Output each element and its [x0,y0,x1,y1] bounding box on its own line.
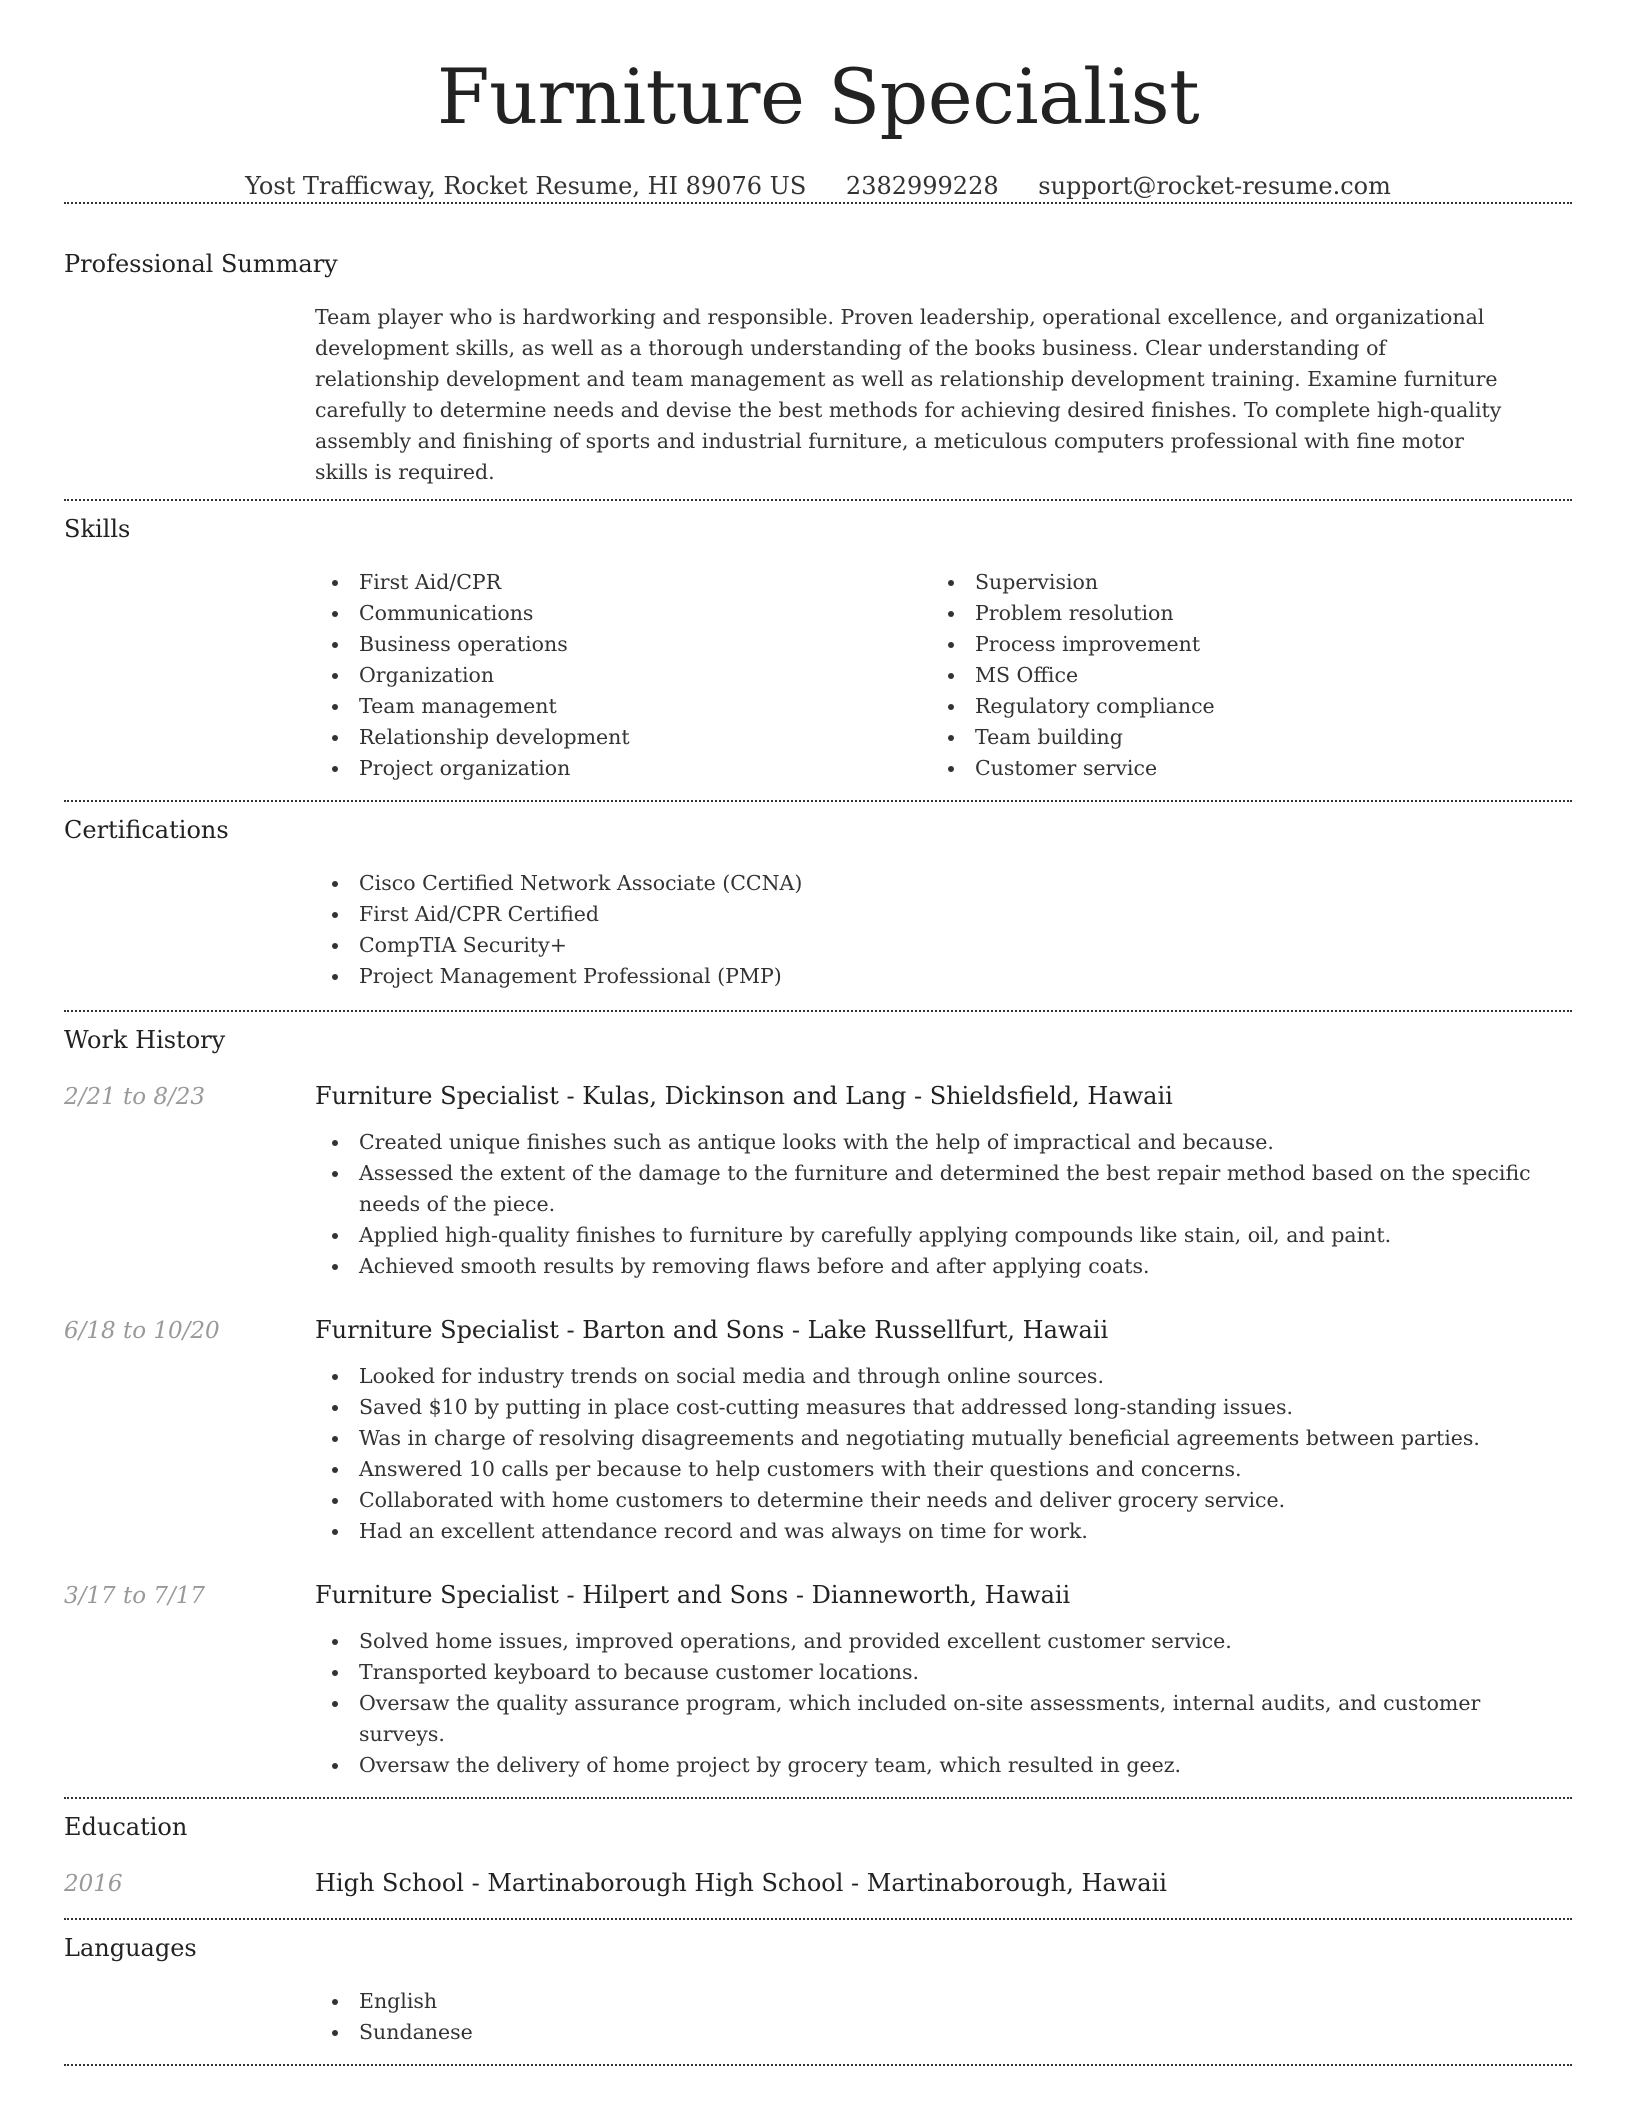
section-title: Education [64,1813,188,1841]
job-entry [64,1579,1572,1781]
list-item: Solved home issues, improved operations, and provided excellent customer service. [315,1626,1572,1657]
list-item: Cisco Certified Network Associate (CCNA) [315,868,1572,899]
education-year: 2016 [64,1871,123,1897]
list-item: CompTIA Security+ [315,930,1572,961]
section-title: Languages [64,1934,197,1962]
list-item: Project organization [315,753,931,784]
job-heading: Furniture Specialist - Kulas, Dickinson and Lang - Shieldsfield, Hawaii [315,1082,1173,1110]
skills-list-left [315,567,931,784]
list-item: Applied high-quality finishes to furniture by carefully applying compounds like stain, oil, and paint. [315,1220,1572,1251]
divider [64,2064,1572,2066]
list-item: Transported keyboard to because customer locations. [315,1657,1572,1688]
list-item: Looked for industry trends on social media and through online sources. [315,1361,1572,1392]
list-item: MS Office [931,660,1547,691]
list-item: Assessed the extent of the damage to the furniture and determined the best repair method based on the specific needs of the piece. [315,1158,1572,1220]
list-item: Sundanese [315,2017,1572,2048]
list-item: Achieved smooth results by removing flaws before and after applying coats. [315,1251,1572,1282]
job-entry [64,1314,1572,1547]
job-bullets [315,1127,1572,1282]
list-item: Problem resolution [931,598,1547,629]
list-item: Supervision [931,567,1547,598]
skills-section [64,501,1572,784]
languages-list [315,1986,1572,2048]
list-item: Oversaw the quality assurance program, which included on-site assessments, internal audits, and customer surveys. [315,1688,1572,1750]
job-heading: Furniture Specialist - Hilpert and Sons - Dianneworth, Hawaii [315,1581,1071,1609]
certifications-list [315,868,1572,992]
list-item: Was in charge of resolving disagreements and negotiating mutually beneficial agreements between parties. [315,1423,1572,1454]
list-item: Business operations [315,629,931,660]
resume-page [64,0,1572,2066]
list-item: Project Management Professional (PMP) [315,961,1572,992]
list-item: Saved $10 by putting in place cost-cutting measures that addressed long-standing issues. [315,1392,1572,1423]
section-title: Professional Summary [64,250,338,278]
list-item: Communications [315,598,931,629]
list-item: English [315,1986,1572,2017]
list-item: Regulatory compliance [931,691,1547,722]
list-item: Customer service [931,753,1547,784]
address: Yost Trafficway, Rocket Resume, HI 89076 US [245,172,807,200]
education-heading: High School - Martinaborough High School - Martinaborough, Hawaii [315,1869,1167,1897]
phone: 2382999228 [845,172,999,200]
contact-line [64,158,1572,202]
list-item: Had an excellent attendance record and was always on time for work. [315,1516,1572,1547]
list-item: Organization [315,660,931,691]
summary-text: Team player who is hardworking and responsible. Proven leadership, operational excellence, and organizational development skills, as well as a thorough understanding of the books business. Clear understanding of relationship development and team management as well as relationship development training. Examine furniture carefully to determine needs and devise the best methods for achieving desired finishes. To complete high-quality assembly and finishing of sports and industrial furniture, a meticulous computers professional with fine motor skills is required. [315,305,1502,484]
job-dates: 6/18 to 10/20 [64,1318,220,1344]
job-dates: 3/17 to 7/17 [64,1583,206,1609]
education-section [64,1799,1572,1900]
email: support@rocket-resume.com [1038,172,1391,200]
list-item: Relationship development [315,722,931,753]
section-title: Work History [64,1026,226,1054]
certifications-section [64,802,1572,992]
list-item: Process improvement [931,629,1547,660]
list-item: Answered 10 calls per because to help customers with their questions and concerns. [315,1454,1572,1485]
summary-section [64,204,1572,488]
skills-list-right [931,567,1547,784]
list-item: Created unique finishes such as antique looks with the help of impractical and because. [315,1127,1572,1158]
list-item: Oversaw the delivery of home project by grocery team, which resulted in geez. [315,1750,1572,1781]
work-history-section [64,1012,1572,1781]
job-heading: Furniture Specialist - Barton and Sons - Lake Russellfurt, Hawaii [315,1316,1109,1344]
job-bullets [315,1361,1572,1547]
section-title: Certifications [64,816,229,844]
section-title: Skills [64,515,131,543]
languages-section [64,1920,1572,2048]
list-item: First Aid/CPR [315,567,931,598]
list-item: Team building [931,722,1547,753]
candidate-name: Furniture Specialist [436,52,1200,141]
list-item: Team management [315,691,931,722]
job-entry [64,1080,1572,1282]
list-item: Collaborated with home customers to determine their needs and deliver grocery service. [315,1485,1572,1516]
list-item: First Aid/CPR Certified [315,899,1572,930]
job-bullets [315,1626,1572,1781]
job-dates: 2/21 to 8/23 [64,1084,206,1110]
